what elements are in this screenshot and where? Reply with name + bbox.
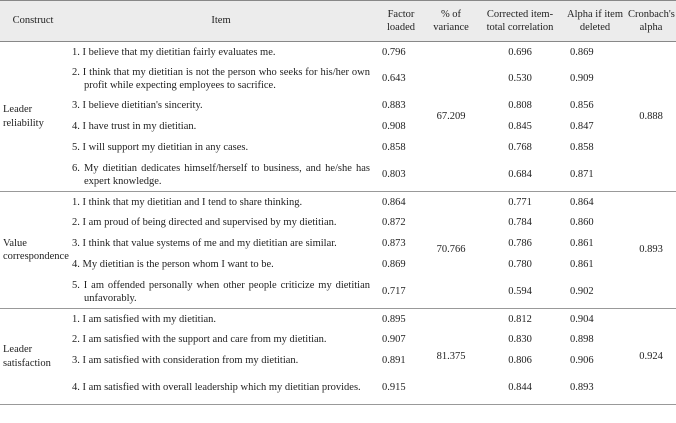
header-construct: Construct (0, 1, 66, 42)
factor-loaded-value: 0.796 (382, 46, 406, 58)
table-row (0, 192, 676, 213)
header-row (0, 1, 676, 42)
factor-loaded-value: 0.895 (382, 313, 406, 325)
table-row (0, 372, 676, 405)
alpha-if-deleted-value: 0.864 (570, 196, 594, 208)
table-body (0, 42, 676, 405)
factor-loaded-value: 0.915 (376, 372, 426, 405)
table-row (0, 117, 676, 138)
corrected-correlation-value: 0.594 (476, 276, 564, 309)
item-text: 1. I believe that my dietitian fairly evaluates me. (72, 46, 276, 58)
corrected-correlation-value: 0.780 (508, 259, 532, 271)
item-text: 5. I am offended personally when other people criticize my dietitian unfavorably. (66, 276, 376, 309)
table-row (0, 309, 676, 330)
corrected-correlation-value: 0.771 (508, 196, 532, 208)
construct-label: Leader satisfaction (0, 309, 66, 405)
factor-loaded-value: 0.643 (382, 73, 406, 85)
header-factor-loaded: Factor loaded (376, 1, 426, 42)
factor-loaded-value: 0.869 (382, 259, 406, 271)
cronbach-alpha-value: 0.888 (626, 42, 676, 192)
alpha-if-deleted-value: 0.904 (570, 313, 594, 325)
construct-label: Leader reliability (0, 42, 66, 192)
factor-loaded-value: 0.908 (382, 121, 406, 133)
item-text: 4. I have trust in my dietitian. (72, 121, 197, 133)
factor-loaded-value: 0.717 (376, 276, 426, 309)
item-text: 1. I am satisfied with my dietitian. (72, 313, 217, 325)
factor-loaded-value: 0.891 (382, 355, 406, 367)
table-row (0, 276, 676, 309)
header-corrected-correlation: Corrected item-total correlation (476, 1, 564, 42)
header-variance: % of variance (426, 1, 476, 42)
corrected-correlation-value: 0.684 (476, 159, 564, 192)
table-row (0, 42, 676, 63)
alpha-if-deleted-value: 0.906 (570, 355, 594, 367)
factor-loaded-value: 0.873 (382, 238, 406, 250)
item-text: 4. I am satisfied with overall leadership which my dietitian provides. (66, 372, 376, 405)
corrected-correlation-value: 0.844 (476, 372, 564, 405)
table-row (0, 159, 676, 192)
item-text: 3. I am satisfied with consideration from my dietitian. (72, 355, 299, 367)
corrected-correlation-value: 0.786 (508, 238, 532, 250)
variance-value: 67.209 (426, 42, 476, 192)
corrected-correlation-value: 0.812 (508, 313, 532, 325)
variance-value: 81.375 (426, 309, 476, 405)
factor-loaded-value: 0.872 (382, 217, 406, 229)
cronbach-alpha-value: 0.924 (626, 309, 676, 405)
corrected-correlation-value: 0.530 (508, 73, 532, 85)
table-row (0, 138, 676, 159)
table-row (0, 63, 676, 96)
table-row (0, 213, 676, 234)
alpha-if-deleted-value: 0.869 (570, 46, 594, 58)
alpha-if-deleted-value: 0.909 (570, 73, 594, 85)
alpha-if-deleted-value: 0.861 (570, 259, 594, 271)
table-row (0, 351, 676, 372)
item-text: 2. I am proud of being directed and supervised by my dietitian. (72, 217, 337, 229)
factor-loaded-value: 0.803 (376, 159, 426, 192)
item-text: 1. I think that my dietitian and I tend to share thinking. (72, 196, 303, 208)
table-row (0, 330, 676, 351)
alpha-if-deleted-value: 0.860 (570, 217, 594, 229)
header-alpha-if-deleted: Alpha if item deleted (564, 1, 626, 42)
item-text: 2. I think that my dietitian is not the person who seeks for his/her own profit while expecting employees to sacrifice. (72, 66, 370, 91)
alpha-if-deleted-value: 0.858 (570, 142, 594, 154)
corrected-correlation-value: 0.845 (508, 121, 532, 133)
item-text: 5. I will support my dietitian in any cases. (72, 142, 249, 154)
corrected-correlation-value: 0.768 (508, 142, 532, 154)
alpha-if-deleted-value: 0.898 (570, 334, 594, 346)
variance-value: 70.766 (426, 192, 476, 309)
alpha-if-deleted-value: 0.847 (570, 121, 594, 133)
factor-loaded-value: 0.864 (382, 196, 406, 208)
item-text: 2. I am satisfied with the support and care from my dietitian. (72, 334, 327, 346)
corrected-correlation-value: 0.830 (508, 334, 532, 346)
table-row (0, 234, 676, 255)
factor-loaded-value: 0.907 (382, 334, 406, 346)
alpha-if-deleted-value: 0.856 (570, 100, 594, 112)
item-text: 6. My dietitian dedicates himself/herself to business, and he/she has expert knowledge. (66, 159, 376, 192)
item-text: 3. I think that value systems of me and my dietitian are similar. (72, 238, 337, 250)
header-item: Item (66, 1, 376, 42)
alpha-if-deleted-value: 0.893 (564, 372, 626, 405)
table-row (0, 96, 676, 117)
item-text: 4. My dietitian is the person whom I want to be. (72, 259, 274, 271)
alpha-if-deleted-value: 0.871 (564, 159, 626, 192)
factor-loaded-value: 0.883 (382, 100, 406, 112)
item-text: 3. I believe dietitian's sincerity. (72, 100, 203, 112)
factor-loaded-value: 0.858 (382, 142, 406, 154)
corrected-correlation-value: 0.806 (508, 355, 532, 367)
alpha-if-deleted-value: 0.902 (564, 276, 626, 309)
corrected-correlation-value: 0.784 (508, 217, 532, 229)
construct-label: Value correspondence (0, 192, 66, 309)
corrected-correlation-value: 0.808 (508, 100, 532, 112)
table-row (0, 255, 676, 276)
corrected-correlation-value: 0.696 (508, 46, 532, 58)
alpha-if-deleted-value: 0.861 (570, 238, 594, 250)
cronbach-alpha-value: 0.893 (626, 192, 676, 309)
header-cronbach-alpha: Cronbach's alpha (626, 1, 676, 42)
